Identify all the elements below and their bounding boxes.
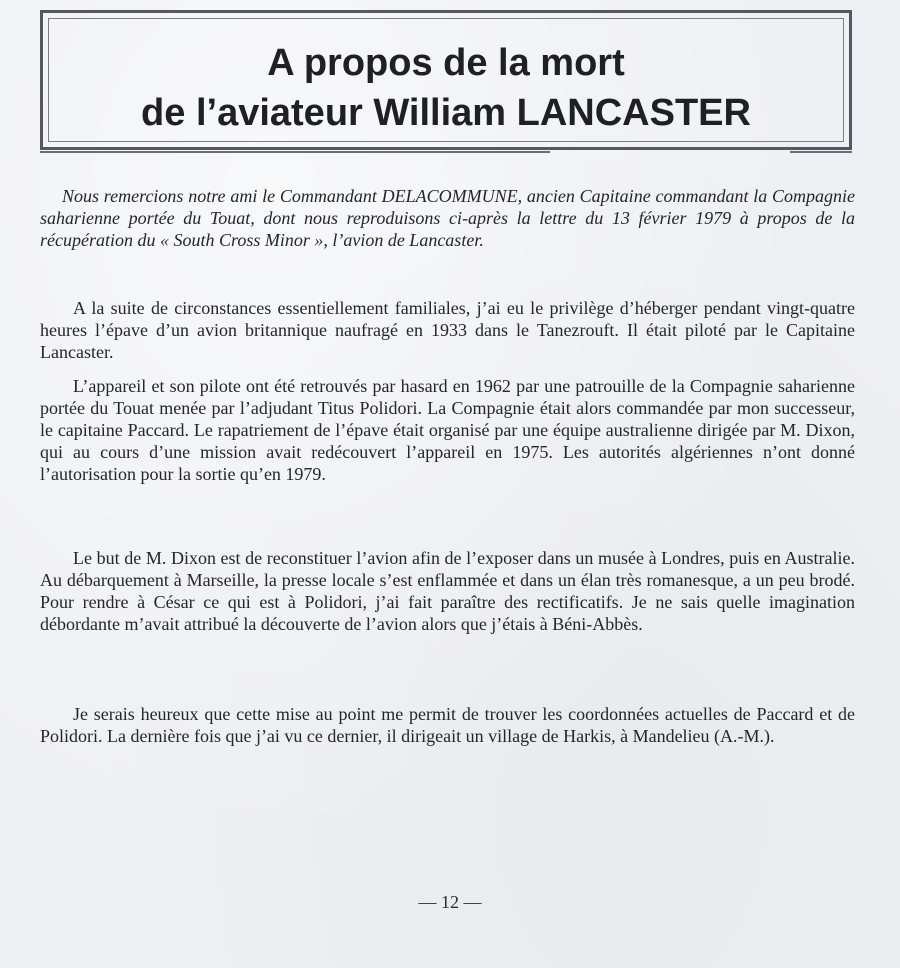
page-number: — 12 — [418,892,482,912]
body-paragraph-1: A la suite de circonstances essentiellement familiales, j’ai eu le privilège d’héberger pendant vingt-quatre heures l’épave d’un avion britannique naufragé en 1933 dans le Tanezrouft. Il était piloté par le Capitaine Lancaster. [40,298,855,362]
intro-paragraph: Nous remercions notre ami le Commandant DELACOMMUNE, ancien Capitaine commandant la Compagnie saharienne portée du Touat, dont nous reproduisons ci-après la lettre du 13 février 1979 à propos de la récupération du « South Cross Minor », l’avion de Lancaster. [40,186,855,250]
article-title [40,38,852,138]
body-paragraph-3: Le but de M. Dixon est de reconstituer l’avion afin de l’exposer dans un musée à Londres, puis en Australie. Au débarquement à Marseille, la presse locale s’est enflammée et dans un élan très romanesque, a un peu brodé. Pour rendre à César ce qui est à Polidori, j’ai fait paraître des rectificatifs. Je ne sais quelle imagination débordante m’avait attribué la découverte de l’avion alors que j’étais à Béni-Abbès. [40,548,855,634]
body-paragraph-4: Je serais heureux que cette mise au point me permit de trouver les coordonnées actuelles de Paccard et de Polidori. La dernière fois que j’ai vu ce dernier, il dirigeait un village de Harkis, à Mandelieu (A.-M.). [40,704,855,746]
title-underline [40,151,550,153]
title-line-1: A propos de la mort [267,42,625,84]
title-underline [790,151,852,153]
title-line-2: de l’aviateur William LANCASTER [141,92,751,134]
body-paragraph-2: L’appareil et son pilote ont été retrouvés par hasard en 1962 par une patrouille de la Compagnie saharienne portée du Touat menée par l’adjudant Titus Polidori. La Compagnie était alors commandée par mon successeur, le capitaine Paccard. Le rapatriement de l’épave était organisé par une équipe australienne dirigée par M. Dixon, qui au cours d’une mission avait redécouvert l’appareil en 1975. Les autorités algériennes n’ont donné l’autorisation pour la sortie qu’en 1979. [40,376,855,484]
